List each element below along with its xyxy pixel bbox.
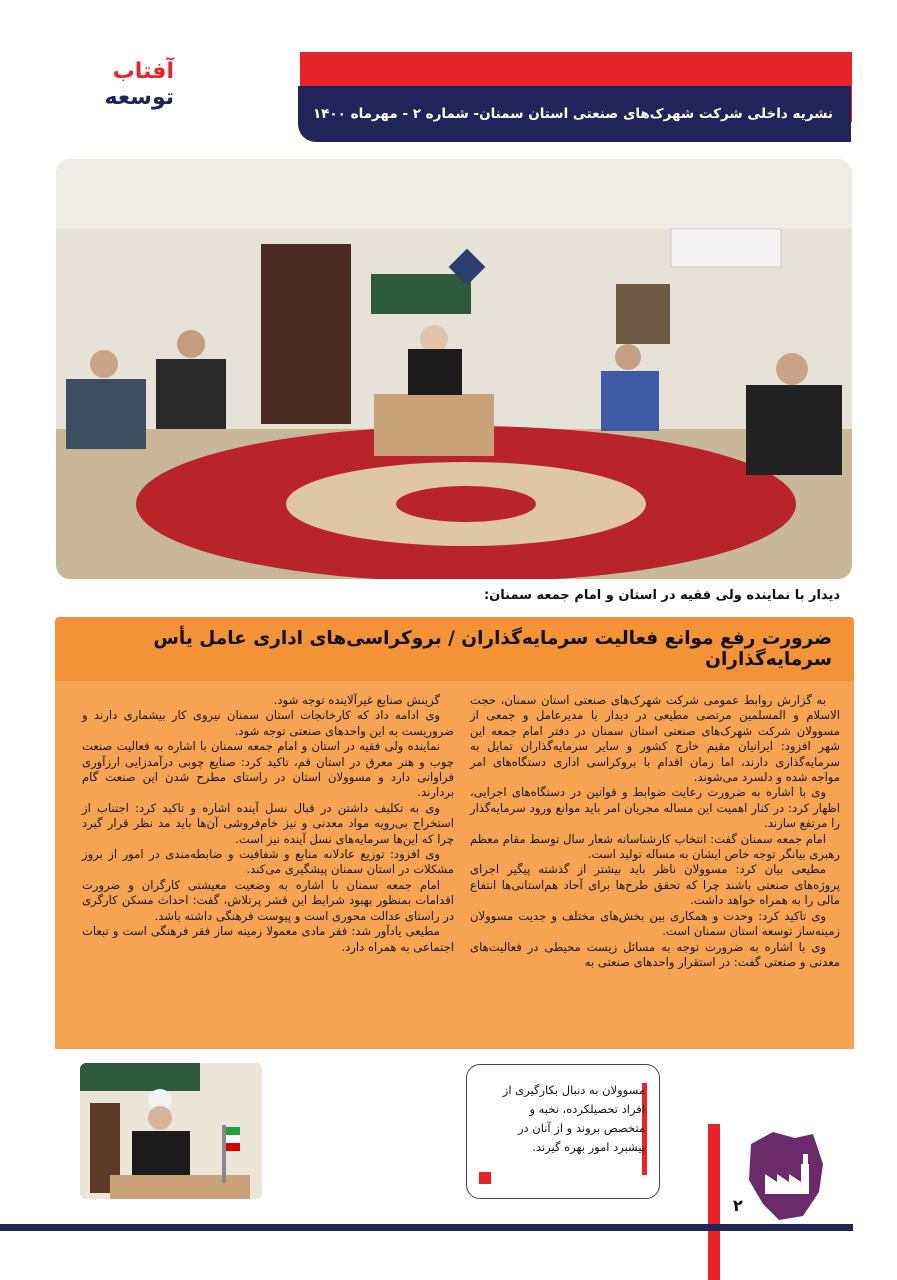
air-conditioner — [671, 229, 781, 267]
logo-word-tose: توسعه — [104, 85, 174, 110]
desk — [374, 394, 494, 456]
meeting-photo — [56, 159, 852, 579]
meeting-scene-illustration — [56, 159, 852, 579]
paragraph: وی به تکلیف داشتن در قبال نسل آینده اشاره و تاکید کرد: اجتناب از استخراج بی‌رویه مواد معدنی و نیز خام‌فروشی آن‌ها باید مد نظر قرار گیرد چرا که این‌ها سرمایه‌های نسل آینده نیز است. — [82, 800, 454, 846]
publication-title-bar — [298, 86, 851, 142]
article-title-bar — [55, 617, 854, 681]
pull-quote-text: مسوولان به دنبال بکارگیری از افراد تحصیلکرده، نخبه و متخصص بروند و از آنان در پیشبرد امور بهره گیرند. — [502, 1083, 645, 1154]
paragraph: وی افزود: توزیع عادلانه منابع و شفافیت و ضابطه‌مندی در امور از بروز مشکلات در استان سمنان پیشگیری می‌کند. — [82, 847, 454, 877]
article-body — [55, 681, 854, 1049]
paragraph: وی با اشاره به ضرورت توجه به مسائل زیست محیطی در فعالیت‌های معدنی و صنعتی گفت: در استقرار واحدهای صنعتی به — [470, 939, 840, 969]
article-column-right — [470, 693, 840, 970]
publication-logo — [66, 60, 174, 114]
paragraph: امام جمعه سمنان با اشاره به وضعیت معیشتی کارگران و ضرورت اقدامات بمنظور بهبود شرایط این قشر پرتلاش، گفت: احداث مسکن کارگری در راستای عدالت محوری است و پیوست فرهنگی داشته باشد. — [82, 877, 454, 923]
paragraph: وی با اشاره به ضرورت رعایت ضوابط و قوانین در دستگاه‌های اجرایی، اظهار کرد: در کنار اهمیت این مساله مجریان امر باید موانع ورود سرمایه‌گذار را مرتفع سازند. — [470, 785, 840, 831]
article-title: ضرورت رفع موانع فعالیت سرمایه‌گذاران / بروکراسی‌های اداری عامل یأس سرمایه‌گذاران — [153, 628, 832, 670]
photo-caption: دیدار با نماینده ولی فقیه در استان و امام جمعه سمنان: — [483, 588, 840, 603]
logo-word-aftab: آفتاب — [112, 59, 174, 84]
paragraph: امام جمعه سمنان گفت: انتخاب کارشناسانه شعار سال توسط مقام معظم رهبری بیانگر توجه خاص ایشان به مساله تولید است. — [470, 831, 840, 862]
page-number: ۲ — [733, 1196, 743, 1215]
pull-quote — [466, 1064, 660, 1199]
portrait-frame — [616, 284, 670, 344]
paragraph: به گزارش روابط عمومی شرکت شهرک‌های صنعتی استان سمنان، حجت الاسلام و المسلمین مرتضی مطیعی در دیدار با مدیرعامل و جمعی از مسوولان شرکت شهرک‌های صنعتی استان سمنان در دفتر امام جمعه این شهر افزود: ایرانیان مقیم خارج کشور و سایر سرمایه‌گذاران تمایل به سرمایه‌گذاری دارند، اما زمان اقدام با بروکراسی اداری دستگاه‌های امر مواجه شده و دلسرد می‌شوند. — [470, 693, 840, 785]
paragraph: مطیعی بیان کرد: مسوولان ناظر باید بیشتر از گذشته پیگیر اجرای پروژه‌های صنعتی باشند چرا که تحقق طرح‌ها برای آحاد هم‌استانی‌ها انتفاع مالی را به همراه خواهد داشت. — [470, 862, 840, 908]
door — [261, 244, 351, 424]
paragraph: وی ادامه داد که کارخانجات استان سمنان نیروی کار بیشماری دارند و ضروریست به این واحدهای صنعتی توجه شود. — [82, 708, 454, 738]
publication-title: نشریه داخلی شرکت شهرک‌های صنعتی استان سمنان- شماره ۲ - مهرماه ۱۴۰۰ — [312, 106, 833, 122]
paragraph: مطیعی یادآور شد: فقر مادی معمولا زمینه ساز فقر فرهنگی است و تبعات اجتماعی به همراه دارد. — [82, 924, 454, 954]
footer-rule — [0, 1224, 853, 1231]
decorative-red-bar — [708, 1124, 720, 1280]
paragraph: وی تاکید کرد: وحدت و همکاری بین بخش‌های مختلف و جدیت مسوولان زمینه‌ساز توسعه استان سمنان است. — [470, 908, 840, 939]
industrial-map-icon — [743, 1124, 827, 1224]
paragraph: گزینش صنایع غیرآلاینده توجه شود. — [273, 693, 440, 707]
paragraph: نماینده ولی فقیه در استان و امام جمعه سمنان با اشاره به فعالیت صنعت چوب و هنر معرق در استان قم، تاکید کرد: صنایع چوبی درآمدزایی ارزآوری فراوانی دارد و مسوولان استان در راستای مطرح شدن این صنعت گام بردارند. — [82, 739, 454, 800]
article-column-left — [82, 693, 454, 955]
cleric-signing-illustration — [80, 1063, 262, 1199]
quote-accent-square — [479, 1172, 491, 1184]
wall-banner — [371, 274, 471, 314]
inset-photo — [80, 1063, 262, 1199]
